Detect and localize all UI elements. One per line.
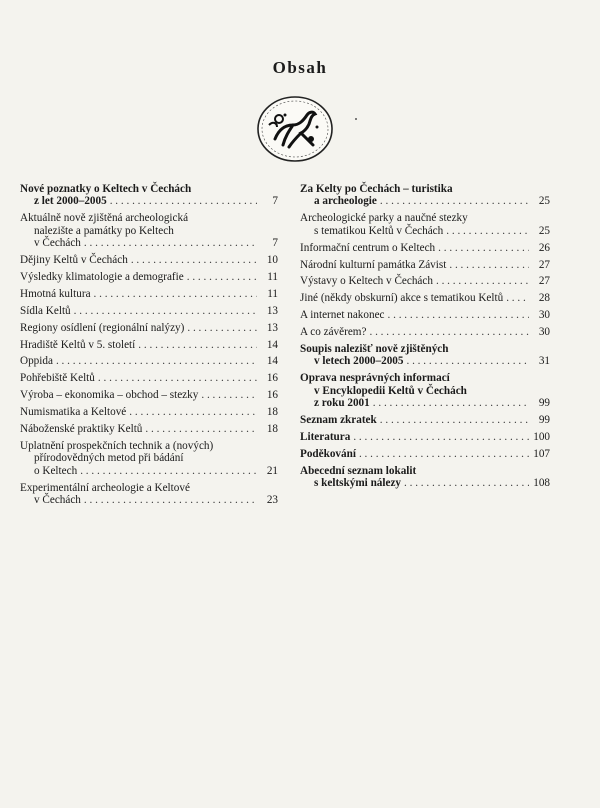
toc-page-number: 31: [538, 355, 550, 368]
toc-page-number: 14: [266, 338, 278, 351]
dot-leader: [359, 448, 529, 460]
toc-entry: [20, 288, 278, 300]
toc-entry: [300, 292, 550, 304]
dot-leader: [138, 339, 257, 351]
coin-emblem-icon: [255, 95, 335, 163]
toc-page-number: 14: [266, 355, 278, 368]
toc-page-number: 30: [538, 326, 550, 339]
toc-entry-text: v Encyklopedii Keltů v Čechách: [314, 384, 467, 397]
toc-page-number: 26: [538, 241, 550, 254]
toc-entry: [20, 183, 278, 208]
toc-entry: [20, 212, 278, 249]
toc-entry-text: Výsledky klimatologie a demografie: [20, 270, 184, 283]
toc-entry-text: Oprava nesprávných informací: [300, 372, 450, 385]
toc-entry-text: Hmotná kultura: [20, 287, 91, 300]
toc-page-number: 25: [538, 224, 550, 237]
dot-leader: [129, 406, 257, 418]
toc-entry-text: Seznam zkratek: [300, 414, 377, 427]
toc-page-number: 7: [272, 195, 278, 208]
toc-entry-text: s keltskými nálezy: [314, 477, 402, 490]
celtic-coin-emblem: [255, 95, 335, 163]
toc-entry-text: Sídla Keltů: [20, 304, 71, 317]
toc-page-number: 13: [266, 304, 278, 317]
toc-entry-text: Aktuálně nově zjištěná archeologická: [20, 212, 189, 225]
toc-entry: [300, 309, 550, 321]
toc-entry: [300, 372, 550, 409]
toc-entry-text: Oppida: [20, 355, 53, 368]
toc-entry-text: Uplatnění prospekčních technik a (nových): [20, 440, 214, 452]
toc-page-number: 10: [266, 254, 278, 267]
toc-entry: [20, 482, 278, 507]
toc-entry-text: z let 2000–2005: [34, 195, 107, 208]
dot-leader: [380, 414, 529, 426]
toc-entry-text: Nové poznatky o Keltech v Čechách: [20, 183, 192, 195]
toc-page-number: 99: [538, 397, 550, 410]
dot-leader: [84, 494, 257, 506]
toc-page-number: 25: [538, 195, 550, 208]
toc-entry: [300, 275, 550, 287]
toc-entry: [300, 212, 550, 237]
toc-right-column: [300, 183, 550, 494]
toc-entry: [20, 305, 278, 317]
toc-entry-text: Abecední seznam lokalit: [300, 464, 417, 477]
toc-page-number: 99: [538, 414, 550, 427]
toc-entry: [300, 326, 550, 338]
toc-entry: [300, 431, 550, 443]
toc-left-column: [20, 183, 278, 511]
toc-entry: [300, 465, 550, 490]
toc-page-number: 23: [266, 494, 278, 507]
toc-entry-text: Náboženské praktiky Keltů: [20, 423, 143, 436]
toc-page-number: 11: [267, 270, 278, 283]
dot-leader: [80, 465, 257, 477]
toc-entry-text: z roku 2001: [314, 397, 370, 410]
toc-entry: [20, 440, 278, 477]
toc-entry-text: v Čechách: [34, 237, 81, 250]
toc-entry-text: Archeologické parky a naučné stezky: [300, 212, 468, 225]
toc-entry-text: v letech 2000–2005: [314, 355, 404, 368]
toc-page-number: 18: [266, 406, 278, 419]
toc-entry-text: o Keltech: [34, 464, 78, 477]
toc-entry-text: a archeologie: [314, 195, 377, 208]
toc-page-number: 13: [266, 321, 278, 334]
toc-entry-text: Literatura: [300, 431, 351, 443]
toc-entry-text: Numismatika a Keltové: [20, 406, 127, 419]
dot-leader: [56, 355, 257, 367]
toc-entry-text: Poděkování: [300, 447, 356, 460]
speck-mark: [355, 118, 357, 120]
dot-leader: [98, 372, 257, 384]
toc-entry: [20, 423, 278, 435]
toc-entry: [20, 339, 278, 351]
toc-entry-text: Soupis nalezišť nově zjištěných: [300, 343, 449, 356]
dot-leader: [438, 242, 529, 254]
toc-entry-text: Výroba – ekonomika – obchod – stezky: [20, 389, 199, 402]
toc-entry-text: Informační centrum o Keltech: [300, 241, 436, 254]
toc-entry-text: Pohřebiště Keltů: [20, 372, 95, 385]
dot-leader: [187, 322, 257, 334]
dot-leader: [74, 305, 257, 317]
toc-page-number: 107: [533, 447, 550, 460]
toc-entry-text: Výstavy o Keltech v Čechách: [300, 275, 433, 288]
dot-leader: [446, 225, 529, 237]
dot-leader: [436, 275, 529, 287]
toc-page-number: 100: [533, 431, 550, 443]
toc-entry-text: s tematikou Keltů v Čechách: [314, 224, 444, 237]
toc-page-number: 28: [538, 292, 550, 305]
toc-page-number: 16: [266, 372, 278, 385]
toc-page-number: 30: [538, 309, 550, 322]
toc-entry-text: Národní kulturní památka Závist: [300, 258, 447, 271]
dot-leader: [406, 355, 529, 367]
dot-leader: [506, 292, 529, 304]
toc-entry: [20, 322, 278, 334]
dot-leader: [373, 397, 529, 409]
toc-entry-text: Jiné (někdy obskurní) akce s tematikou Keltů: [300, 292, 504, 305]
toc-entry: [20, 389, 278, 401]
toc-entry-text: A internet nakonec: [300, 309, 385, 322]
toc-entry-text: Regiony osídlení (regionální nalýzy): [20, 321, 185, 334]
toc-entry-text: A co závěrem?: [300, 326, 367, 339]
toc-entry-text: Hradiště Keltů v 5. století: [20, 338, 136, 351]
toc-page-number: 108: [533, 477, 550, 490]
toc-page-number: 11: [267, 287, 278, 300]
toc-entry-text: Experimentální archeologie a Keltové: [20, 481, 190, 494]
dot-leader: [145, 423, 257, 435]
toc-page-number: 7: [272, 237, 278, 250]
toc-entry: [20, 372, 278, 384]
toc-entry: [20, 254, 278, 266]
toc-entry: [300, 414, 550, 426]
dot-leader: [369, 326, 529, 338]
page-title: Obsah: [272, 58, 328, 77]
dot-leader: [84, 237, 257, 249]
toc-page-number: 27: [538, 275, 550, 288]
toc-entry-text: přírodovědných metod při bádání: [34, 452, 184, 465]
toc-entry: [300, 343, 550, 368]
dot-leader: [131, 254, 257, 266]
toc-entry: [300, 242, 550, 254]
toc-entry: [20, 271, 278, 283]
toc-entry-text: nalezište a památky po Keltech: [34, 224, 174, 237]
dot-leader: [201, 389, 257, 401]
dot-leader: [388, 309, 530, 321]
dot-leader: [449, 259, 529, 271]
dot-leader: [187, 271, 257, 283]
toc-entry-text: Dějiny Keltů v Čechách: [20, 254, 128, 267]
toc-page-number: 27: [538, 258, 550, 271]
toc-entry-text: Za Kelty po Čechách – turistika: [300, 183, 453, 195]
toc-entry: [300, 259, 550, 271]
toc-page-number: 21: [266, 464, 278, 477]
toc-entry-text: v Čechách: [34, 494, 81, 507]
toc-page-number: 18: [266, 423, 278, 436]
toc-entry: [20, 406, 278, 418]
toc-page-number: 16: [266, 389, 278, 402]
dot-leader: [380, 195, 529, 207]
dot-leader: [94, 288, 257, 300]
dot-leader: [353, 431, 529, 443]
dot-leader: [404, 477, 529, 489]
toc-entry: [300, 183, 550, 208]
toc-entry: [20, 355, 278, 367]
toc-entry: [300, 448, 550, 460]
dot-leader: [110, 195, 257, 207]
